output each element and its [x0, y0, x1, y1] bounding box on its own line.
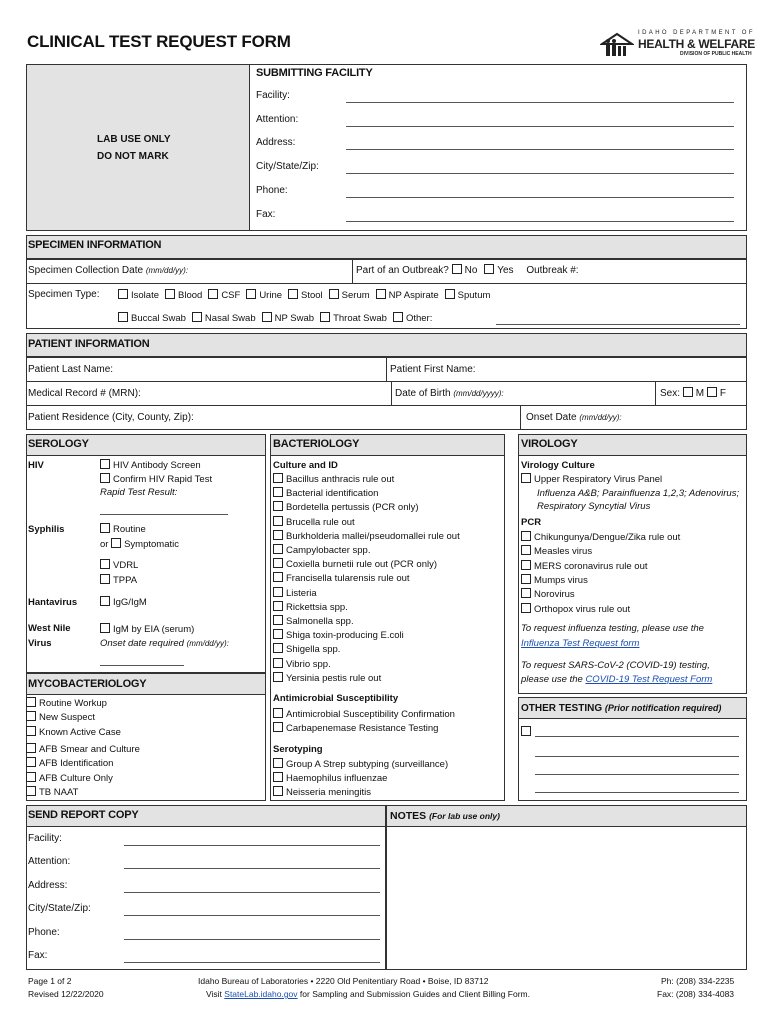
pcr-checkbox[interactable]: [521, 603, 531, 613]
bact-item: Coxiella burnetii rule out (PCR only): [273, 558, 437, 570]
specimen-type-checkbox[interactable]: [288, 289, 298, 299]
onset-label: Onset Date (mm/dd/yy):: [526, 412, 622, 423]
statelab-link[interactable]: StateLab.idaho.gov: [224, 989, 298, 999]
submit-field-2: Address:: [256, 137, 296, 149]
pcr-checkbox[interactable]: [521, 588, 531, 598]
igm-checkbox[interactable]: [100, 623, 110, 633]
footer-address: Idaho Bureau of Laboratories • 2220 Old Penitentiary Road • Boise, ID 83712: [198, 976, 489, 986]
report-header: SEND REPORT COPY: [28, 809, 139, 821]
bact-item: Bordetella pertussis (PCR only): [273, 501, 419, 513]
report-field-5: Fax:: [28, 950, 48, 961]
submit-field-0-line[interactable]: [346, 102, 734, 103]
bact-checkbox[interactable]: [273, 601, 283, 611]
tppa: TPPA: [100, 574, 137, 586]
sero-checkbox[interactable]: [273, 786, 283, 796]
sex-row: Sex: M F: [660, 388, 727, 399]
patient-header: PATIENT INFORMATION: [28, 338, 150, 350]
bact-checkbox[interactable]: [273, 629, 283, 639]
culture-header: Culture and ID: [273, 460, 338, 471]
family-house-icon: [600, 32, 634, 58]
covid-note2: please use the COVID-19 Test Request Form: [521, 674, 713, 685]
report-field-1: Attention:: [28, 856, 71, 868]
agency-logo: [600, 30, 755, 60]
bact-checkbox[interactable]: [273, 558, 283, 568]
submit-field-4-line[interactable]: [346, 197, 734, 198]
routine-checkbox[interactable]: [100, 523, 110, 533]
pcr-checkbox[interactable]: [521, 545, 531, 555]
pcr-header: PCR: [521, 517, 542, 528]
vdrl-checkbox[interactable]: [100, 559, 110, 569]
report-field-0-line[interactable]: [124, 845, 380, 846]
specimen-type-checkbox[interactable]: [192, 312, 202, 322]
pcr-item: Mumps virus: [521, 574, 588, 586]
lab-use-box: [26, 64, 250, 231]
westnile-label2: Virus: [28, 638, 52, 649]
submit-field-0: Facility:: [256, 90, 290, 101]
specimen-type-checkbox[interactable]: [445, 289, 455, 299]
hiv-label: HIV: [28, 460, 44, 471]
report-field-5-line[interactable]: [124, 962, 380, 963]
specimen-type-checkbox[interactable]: [165, 289, 175, 299]
specimen-type-checkbox[interactable]: [393, 312, 403, 322]
footer-visit: Visit StateLab.idaho.gov for Sampling and Submission Guides and Client Billing Form.: [206, 989, 531, 999]
bact-checkbox[interactable]: [273, 487, 283, 497]
myco-afb-checkbox[interactable]: [26, 757, 36, 767]
covid-note: To request SARS-CoV-2 (COVID-19) testing,: [521, 660, 710, 671]
sex-f-checkbox[interactable]: [707, 387, 717, 397]
myco-afb-checkbox[interactable]: [26, 772, 36, 782]
urvp-checkbox[interactable]: [521, 473, 531, 483]
footer-page: Page 1 of 2: [28, 976, 72, 986]
symptomatic-checkbox[interactable]: [111, 538, 121, 548]
syphilis-symptomatic: or Symptomatic: [100, 539, 179, 550]
myco-item: Routine Workup: [26, 697, 107, 709]
anti-checkbox[interactable]: [273, 722, 283, 732]
sero-header: Serotyping: [273, 744, 323, 755]
igm-eia: IgM by EIA (serum): [100, 623, 194, 635]
pcr-item: Norovirus: [521, 588, 575, 600]
bact-header: BACTERIOLOGY: [273, 438, 360, 450]
lab-use-line1: LAB USE ONLY: [97, 134, 171, 145]
sero-item: Haemophilus influenzae: [273, 772, 387, 784]
bact-checkbox[interactable]: [273, 658, 283, 668]
sero-checkbox[interactable]: [273, 758, 283, 768]
myco-afb-item: AFB Smear and Culture: [26, 743, 140, 755]
specimen-type-label: Specimen Type:: [28, 289, 100, 300]
logo-line3: DIVISION OF PUBLIC HEALTH: [680, 51, 752, 57]
footer-revised: Revised 12/22/2020: [28, 989, 104, 999]
bact-item: Bacterial identification: [273, 487, 378, 499]
logo-line1: IDAHO DEPARTMENT OF: [638, 30, 755, 36]
bact-item: Burkholderia mallei/pseudomallei rule out: [273, 530, 460, 542]
westnile-label: West Nile: [28, 623, 71, 634]
bact-item: Vibrio spp.: [273, 658, 331, 670]
anti-item: Antimicrobial Susceptibility Confirmation: [273, 708, 455, 720]
myco-afb-item: AFB Culture Only: [26, 772, 113, 784]
myco-afb-checkbox[interactable]: [26, 743, 36, 753]
specimen-type-checkbox[interactable]: [262, 312, 272, 322]
submit-field-3: City/State/Zip:: [256, 161, 319, 173]
report-field-1-line[interactable]: [124, 868, 380, 869]
urvp-note2: Respiratory Syncytial Virus: [537, 501, 651, 512]
outbreak-no-checkbox[interactable]: [452, 264, 462, 274]
specimen-type-checkbox[interactable]: [320, 312, 330, 322]
pcr-checkbox[interactable]: [521, 531, 531, 541]
bact-checkbox[interactable]: [273, 572, 283, 582]
specimen-type-checkbox[interactable]: [208, 289, 218, 299]
mrn-label: Medical Record # (MRN):: [28, 388, 141, 399]
bact-checkbox[interactable]: [273, 530, 283, 540]
report-field-3-line[interactable]: [124, 915, 380, 916]
footer-phone: Ph: (208) 334-2235: [661, 976, 735, 986]
bact-checkbox[interactable]: [273, 544, 283, 554]
specimen-header: SPECIMEN INFORMATION: [28, 239, 162, 251]
urvp: Upper Respiratory Virus Panel: [521, 473, 662, 485]
sex-m-checkbox[interactable]: [683, 387, 693, 397]
footer-fax: Fax: (208) 334-4083: [657, 989, 735, 999]
myco-item: New Suspect: [26, 711, 95, 723]
specimen-type-checkbox[interactable]: [246, 289, 256, 299]
residence-label: Patient Residence (City, County, Zip):: [28, 412, 194, 423]
report-field-2: Address:: [28, 879, 68, 891]
pcr-item: MERS coronavirus rule out: [521, 560, 648, 572]
myco-afb-item: AFB Identification: [26, 757, 113, 769]
flu-link[interactable]: Influenza Test Request form: [521, 638, 640, 649]
anti-header: Antimicrobial Susceptibility: [273, 693, 399, 704]
bact-item: Shigella spp.: [273, 643, 340, 655]
onset-required: Onset date required (mm/dd/yy):: [100, 638, 229, 649]
hiv-rapid: Confirm HIV Rapid Test: [100, 473, 212, 485]
pcr-item: Orthopox virus rule out: [521, 603, 630, 615]
sero-checkbox[interactable]: [273, 772, 283, 782]
syphilis-routine: Routine: [100, 523, 146, 535]
submit-field-3-line[interactable]: [346, 173, 734, 174]
submit-field-4: Phone:: [256, 184, 288, 196]
submit-field-1: Attention:: [256, 113, 299, 125]
bact-item: Bacillus anthracis rule out: [273, 473, 394, 485]
bact-checkbox[interactable]: [273, 473, 283, 483]
dob-label: Date of Birth (mm/dd/yyyy):: [395, 388, 504, 399]
notes-header: NOTES (For lab use only): [390, 810, 500, 822]
outbreak-yes-checkbox[interactable]: [484, 264, 494, 274]
report-field-4-line[interactable]: [124, 939, 380, 940]
myco-header: MYCOBACTERIOLOGY: [28, 678, 147, 690]
viro-culture-header: Virology Culture: [521, 460, 595, 471]
hiv-rapid-checkbox[interactable]: [100, 473, 110, 483]
bact-item: Rickettsia spp.: [273, 601, 348, 613]
specimen-types-row2: Buccal Swab Nasal Swab NP Swab Throat Swab Other:: [118, 312, 432, 324]
flu-note: To request influenza testing, please use the: [521, 623, 704, 634]
lab-use-line2: DO NOT MARK: [97, 151, 169, 162]
report-block: [26, 805, 386, 970]
report-field-4: Phone:: [28, 926, 60, 938]
bact-item: Shiga toxin-producing E.coli: [273, 629, 404, 641]
submitting-header: SUBMITTING FACILITY: [256, 67, 373, 79]
bact-checkbox[interactable]: [273, 501, 283, 511]
specimen-type-checkbox[interactable]: [376, 289, 386, 299]
myco-checkbox[interactable]: [26, 711, 36, 721]
bact-checkbox[interactable]: [273, 587, 283, 597]
notes-block: [386, 805, 747, 970]
bact-item: Brucella rule out: [273, 516, 355, 528]
urvp-note1: Influenza A&B; Parainfluenza 1,2,3; Adenovirus;: [537, 488, 740, 499]
hiv-antibody: HIV Antibody Screen: [100, 459, 201, 471]
igg-checkbox[interactable]: [100, 596, 110, 606]
submit-field-5-line[interactable]: [346, 221, 734, 222]
covid-link[interactable]: COVID-19 Test Request Form: [585, 674, 713, 685]
pcr-checkbox[interactable]: [521, 574, 531, 584]
bact-item: Yersinia pestis rule out: [273, 672, 381, 684]
specimen-type-checkbox[interactable]: [118, 312, 128, 322]
sero-item: Neisseria meningitis: [273, 786, 371, 798]
syphilis-label: Syphilis: [28, 524, 65, 535]
myco-afb-item: TB NAAT: [26, 786, 78, 798]
submit-field-2-line[interactable]: [346, 149, 734, 150]
bact-item: Listeria: [273, 587, 317, 599]
outbreak-row: Part of an Outbreak? No Yes Outbreak #:: [356, 265, 579, 276]
last-name-label: Patient Last Name:: [28, 364, 114, 375]
bact-item: Campylobacter spp.: [273, 544, 370, 556]
bact-checkbox[interactable]: [273, 672, 283, 682]
bact-item: Francisella tularensis rule out: [273, 572, 410, 584]
specimen-types-row1: Isolate Blood CSF Urine Stool Serum NP Aspirate Sputum: [118, 289, 490, 301]
myco-afb-checkbox[interactable]: [26, 786, 36, 796]
serology-header: SEROLOGY: [28, 438, 89, 450]
report-field-3: City/State/Zip:: [28, 903, 91, 915]
bact-checkbox[interactable]: [273, 615, 283, 625]
myco-checkbox[interactable]: [26, 726, 36, 736]
other-header: OTHER TESTING (Prior notification required): [521, 703, 722, 714]
collection-date-label: Specimen Collection Date (mm/dd/yy):: [28, 265, 189, 276]
first-name-label: Patient First Name:: [390, 364, 476, 375]
anti-checkbox[interactable]: [273, 708, 283, 718]
igg-igm: IgG/IgM: [100, 596, 147, 608]
bact-checkbox[interactable]: [273, 516, 283, 526]
specimen-type-checkbox[interactable]: [118, 289, 128, 299]
submit-field-5: Fax:: [256, 208, 276, 220]
logo-line2: HEALTH & WELFARE: [638, 37, 755, 51]
tppa-checkbox[interactable]: [100, 574, 110, 584]
bact-checkbox[interactable]: [273, 643, 283, 653]
submit-field-1-line[interactable]: [346, 126, 734, 127]
myco-checkbox[interactable]: [26, 697, 36, 707]
report-field-0: Facility:: [28, 833, 62, 844]
pcr-item: Measles virus: [521, 545, 592, 557]
anti-item: Carbapenemase Resistance Testing: [273, 722, 438, 734]
report-field-2-line[interactable]: [124, 892, 380, 893]
specimen-type-checkbox[interactable]: [329, 289, 339, 299]
pcr-checkbox[interactable]: [521, 560, 531, 570]
rapid-result-label: Rapid Test Result:: [100, 487, 178, 498]
hantavirus-label: Hantavirus: [28, 597, 78, 608]
myco-item: Known Active Case: [26, 726, 121, 738]
viro-header: VIROLOGY: [521, 438, 578, 450]
page-title: CLINICAL TEST REQUEST FORM: [27, 32, 291, 51]
vdrl: VDRL: [100, 559, 138, 571]
other-checkbox[interactable]: [521, 726, 531, 736]
sero-item: Group A Strep subtyping (surveillance): [273, 758, 448, 770]
hiv-antibody-checkbox[interactable]: [100, 459, 110, 469]
bact-item: Salmonella spp.: [273, 615, 354, 627]
pcr-item: Chikungunya/Dengue/Zika rule out: [521, 531, 680, 543]
